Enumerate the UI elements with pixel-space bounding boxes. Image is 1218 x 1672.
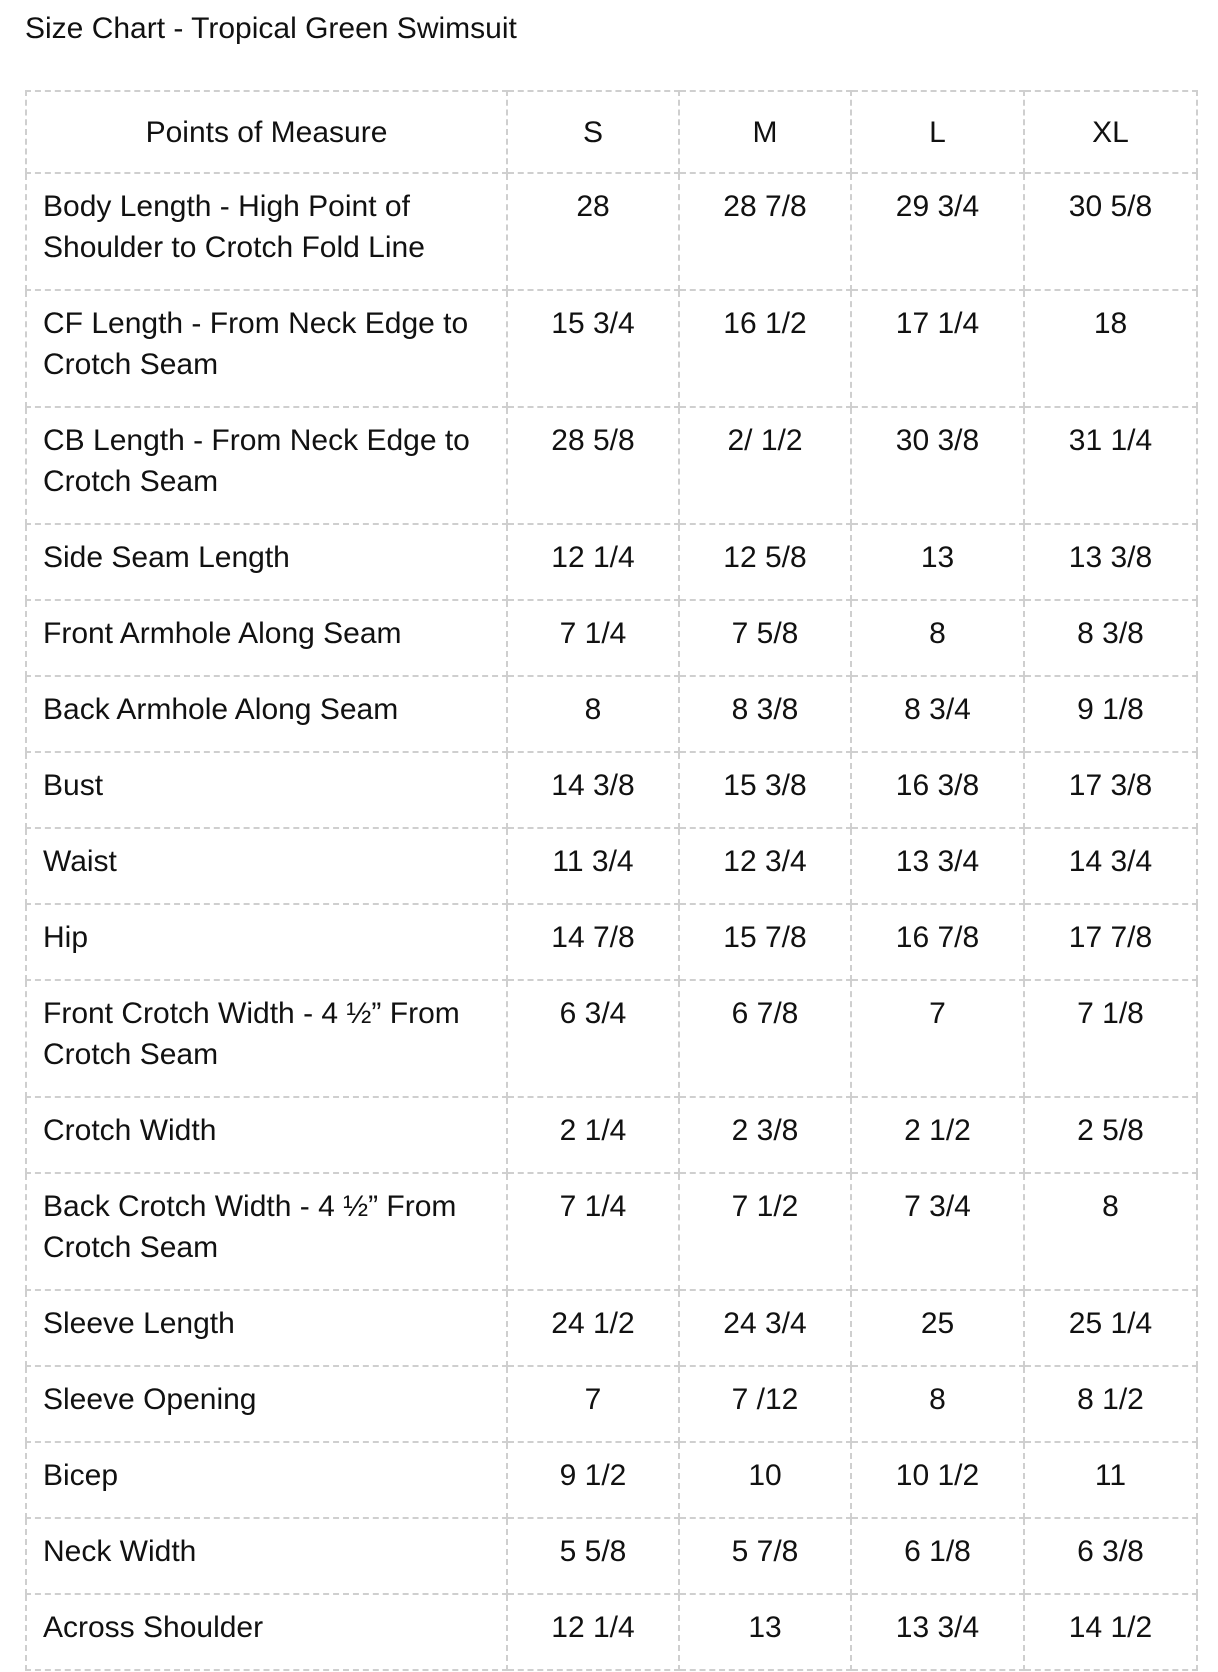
measure-value-s: 5 5/8 [507, 1518, 679, 1594]
measure-value-s: 12 1/4 [507, 524, 679, 600]
measure-value-m: 28 7/8 [679, 173, 851, 290]
measure-value-xl: 9 1/8 [1024, 676, 1197, 752]
measure-value-xl: 6 3/8 [1024, 1518, 1197, 1594]
measure-value-m: 2/ 1/2 [679, 407, 851, 524]
measure-value-s: 11 3/4 [507, 828, 679, 904]
header-points-of-measure: Points of Measure [26, 91, 507, 173]
measure-value-xl: 8 1/2 [1024, 1366, 1197, 1442]
measure-value-s: 12 1/4 [507, 1594, 679, 1670]
measure-value-m: 2 3/8 [679, 1097, 851, 1173]
measure-value-l: 6 1/8 [851, 1518, 1024, 1594]
measure-value-xl: 17 7/8 [1024, 904, 1197, 980]
table-row [26, 290, 1197, 407]
measure-value-s: 24 1/2 [507, 1290, 679, 1366]
measure-label: CF Length - From Neck Edge to Crotch Seam [26, 290, 507, 407]
measure-label: Crotch Width [26, 1097, 507, 1173]
measure-value-m: 24 3/4 [679, 1290, 851, 1366]
table-row [26, 407, 1197, 524]
table-row [26, 1442, 1197, 1518]
measure-value-l: 7 [851, 980, 1024, 1097]
measure-value-s: 6 3/4 [507, 980, 679, 1097]
measure-value-l: 16 7/8 [851, 904, 1024, 980]
measure-value-m: 12 3/4 [679, 828, 851, 904]
measure-label: Waist [26, 828, 507, 904]
page-title: Size Chart - Tropical Green Swimsuit [25, 12, 517, 45]
measure-value-xl: 18 [1024, 290, 1197, 407]
measure-value-m: 10 [679, 1442, 851, 1518]
measure-value-l: 2 1/2 [851, 1097, 1024, 1173]
measure-value-m: 16 1/2 [679, 290, 851, 407]
header-size-s: S [507, 91, 679, 173]
measure-value-xl: 25 1/4 [1024, 1290, 1197, 1366]
table-row [26, 600, 1197, 676]
measure-value-l: 13 3/4 [851, 828, 1024, 904]
measure-value-s: 14 7/8 [507, 904, 679, 980]
measure-value-l: 13 [851, 524, 1024, 600]
table-row [26, 752, 1197, 828]
measure-label: Front Crotch Width - 4 ½” From Crotch Seam [26, 980, 507, 1097]
table-row [26, 524, 1197, 600]
table-body [26, 173, 1197, 1670]
measure-value-l: 30 3/8 [851, 407, 1024, 524]
measure-value-m: 7 1/2 [679, 1173, 851, 1290]
measure-value-xl: 2 5/8 [1024, 1097, 1197, 1173]
measure-value-m: 5 7/8 [679, 1518, 851, 1594]
measure-value-l: 29 3/4 [851, 173, 1024, 290]
header-size-m: M [679, 91, 851, 173]
measure-value-l: 25 [851, 1290, 1024, 1366]
table-row [26, 676, 1197, 752]
table-row [26, 1173, 1197, 1290]
measure-value-s: 28 5/8 [507, 407, 679, 524]
measure-value-s: 28 [507, 173, 679, 290]
measure-label: Back Crotch Width - 4 ½” From Crotch Seam [26, 1173, 507, 1290]
measure-label: Hip [26, 904, 507, 980]
table-row [26, 1594, 1197, 1670]
measure-label: Bicep [26, 1442, 507, 1518]
measure-value-m: 7 5/8 [679, 600, 851, 676]
measure-value-m: 7 /12 [679, 1366, 851, 1442]
measure-value-xl: 30 5/8 [1024, 173, 1197, 290]
table-row [26, 904, 1197, 980]
measure-value-s: 14 3/8 [507, 752, 679, 828]
measure-value-xl: 8 [1024, 1173, 1197, 1290]
measure-value-s: 7 1/4 [507, 600, 679, 676]
measure-value-xl: 7 1/8 [1024, 980, 1197, 1097]
table-row [26, 980, 1197, 1097]
measure-value-m: 8 3/8 [679, 676, 851, 752]
measure-value-xl: 14 3/4 [1024, 828, 1197, 904]
table-row [26, 1518, 1197, 1594]
measure-value-l: 16 3/8 [851, 752, 1024, 828]
measure-value-xl: 8 3/8 [1024, 600, 1197, 676]
measure-value-m: 15 3/8 [679, 752, 851, 828]
measure-label: Bust [26, 752, 507, 828]
measure-value-m: 13 [679, 1594, 851, 1670]
measure-value-m: 6 7/8 [679, 980, 851, 1097]
measure-value-s: 7 1/4 [507, 1173, 679, 1290]
measure-label: Neck Width [26, 1518, 507, 1594]
measure-value-s: 7 [507, 1366, 679, 1442]
measure-value-xl: 31 1/4 [1024, 407, 1197, 524]
measure-value-m: 15 7/8 [679, 904, 851, 980]
measure-value-s: 15 3/4 [507, 290, 679, 407]
header-size-xl: XL [1024, 91, 1197, 173]
measure-label: Sleeve Length [26, 1290, 507, 1366]
measure-label: Sleeve Opening [26, 1366, 507, 1442]
measure-value-l: 13 3/4 [851, 1594, 1024, 1670]
measure-label: Body Length - High Point of Shoulder to Crotch Fold Line [26, 173, 507, 290]
measure-value-m: 12 5/8 [679, 524, 851, 600]
table-row [26, 173, 1197, 290]
measure-label: Across Shoulder [26, 1594, 507, 1670]
table-row [26, 1097, 1197, 1173]
measure-value-l: 8 [851, 600, 1024, 676]
measure-label: Side Seam Length [26, 524, 507, 600]
measure-label: Front Armhole Along Seam [26, 600, 507, 676]
table-row [26, 1290, 1197, 1366]
table-header-row [26, 91, 1197, 173]
measure-value-xl: 17 3/8 [1024, 752, 1197, 828]
measure-value-l: 8 3/4 [851, 676, 1024, 752]
measure-value-xl: 13 3/8 [1024, 524, 1197, 600]
header-size-l: L [851, 91, 1024, 173]
measure-label: Back Armhole Along Seam [26, 676, 507, 752]
measure-value-s: 8 [507, 676, 679, 752]
measure-value-l: 7 3/4 [851, 1173, 1024, 1290]
measure-value-xl: 11 [1024, 1442, 1197, 1518]
measure-value-l: 17 1/4 [851, 290, 1024, 407]
measure-value-xl: 14 1/2 [1024, 1594, 1197, 1670]
measure-value-s: 2 1/4 [507, 1097, 679, 1173]
measure-value-l: 10 1/2 [851, 1442, 1024, 1518]
measure-value-l: 8 [851, 1366, 1024, 1442]
measure-value-s: 9 1/2 [507, 1442, 679, 1518]
size-chart-table [25, 90, 1198, 1671]
table-row [26, 1366, 1197, 1442]
table-row [26, 828, 1197, 904]
measure-label: CB Length - From Neck Edge to Crotch Seam [26, 407, 507, 524]
